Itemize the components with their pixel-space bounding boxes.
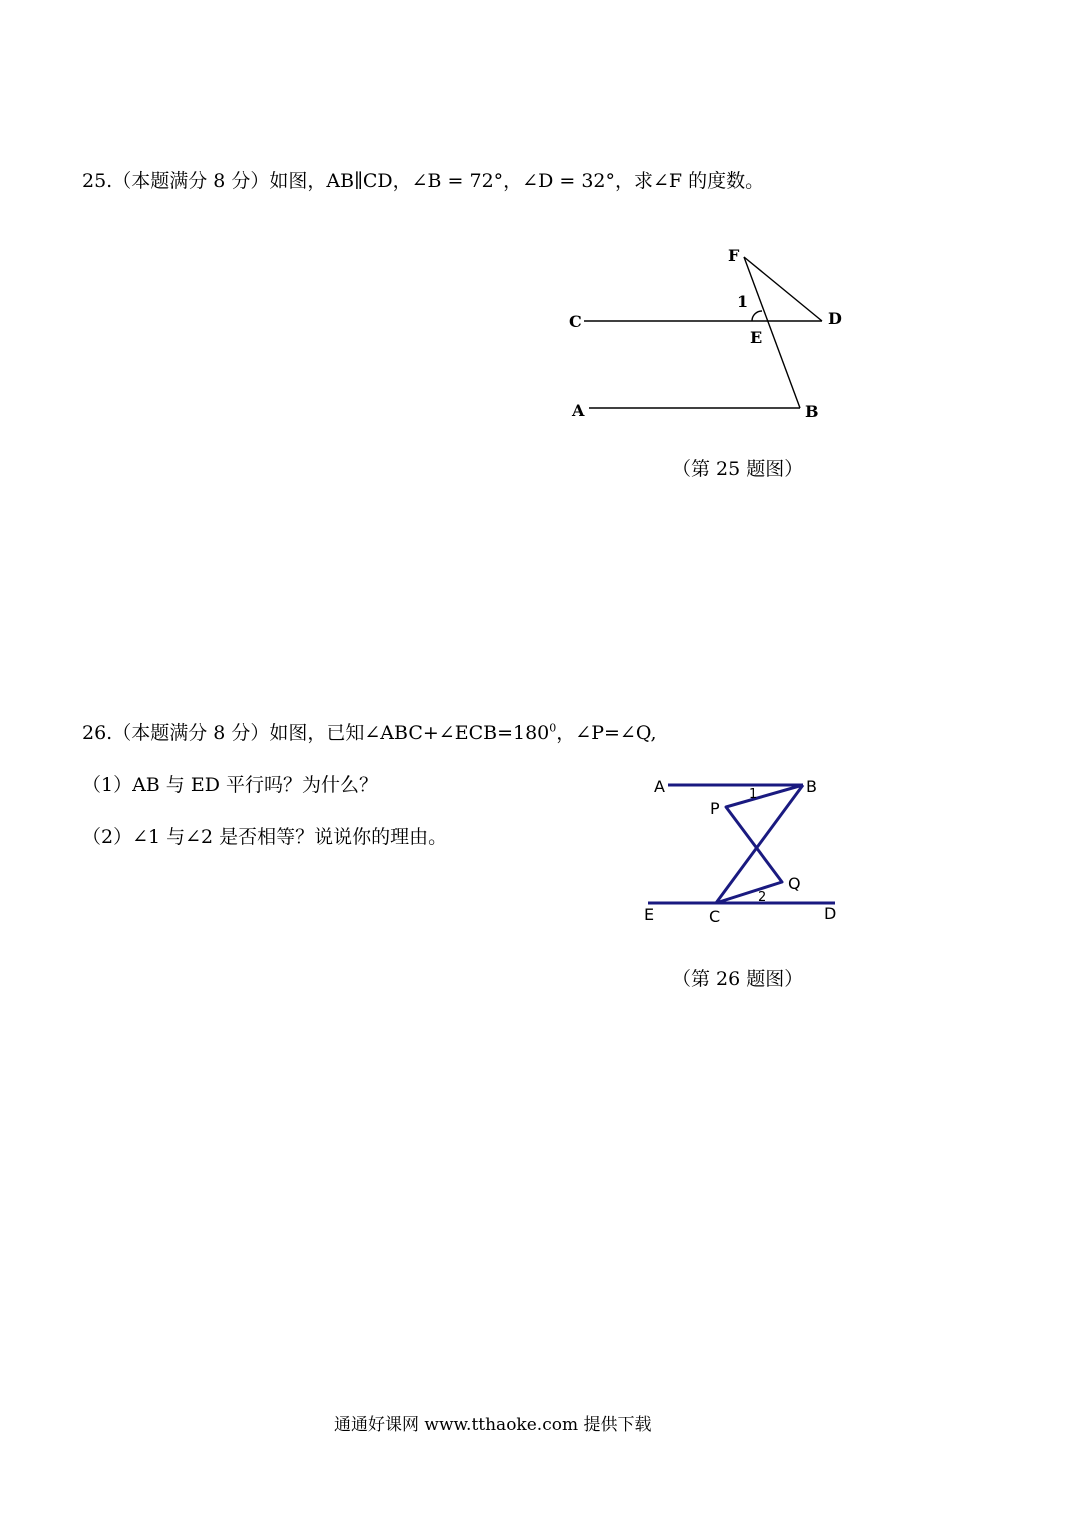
label-e-26: E <box>644 905 655 924</box>
problem-26-question-2: （2）∠1 与∠2 是否相等？说说你的理由。 <box>82 826 448 848</box>
label-c: C <box>569 312 582 331</box>
figure-25-caption: （第 25 题图） <box>672 458 804 480</box>
label-1-26: 1 <box>749 787 758 802</box>
label-q-26: Q <box>788 874 801 893</box>
label-p-26: P <box>710 799 720 818</box>
label-a: A <box>572 401 585 420</box>
figure-26-caption: （第 26 题图） <box>672 968 804 990</box>
label-d-26: D <box>824 904 837 923</box>
label-f: F <box>728 246 740 265</box>
label-1: 1 <box>737 292 749 311</box>
label-2-26: 2 <box>758 890 767 905</box>
label-d: D <box>828 309 842 328</box>
label-c-26: C <box>709 907 721 926</box>
problem-26-text-tail: ，∠P=∠Q, <box>556 722 657 744</box>
label-a-26: A <box>654 777 665 796</box>
label-e: E <box>750 328 763 347</box>
footer-credit: 通通好课网 www.tthaoke.com 提供下载 <box>334 1415 652 1435</box>
degree-superscript: 0 <box>549 721 557 735</box>
problem-26-text-main: 26.（本题满分 8 分）如图，已知∠ABC+∠ECB=180 <box>82 722 550 744</box>
problem-25-text: 25.（本题满分 8 分）如图，AB∥CD，∠B = 72°，∠D = 32°，求∠F 的度数。 <box>82 170 765 192</box>
problem-26-question-1: （1）AB 与 ED 平行吗？为什么？ <box>82 774 378 796</box>
label-b: B <box>805 402 819 421</box>
label-b-26: B <box>806 777 817 796</box>
